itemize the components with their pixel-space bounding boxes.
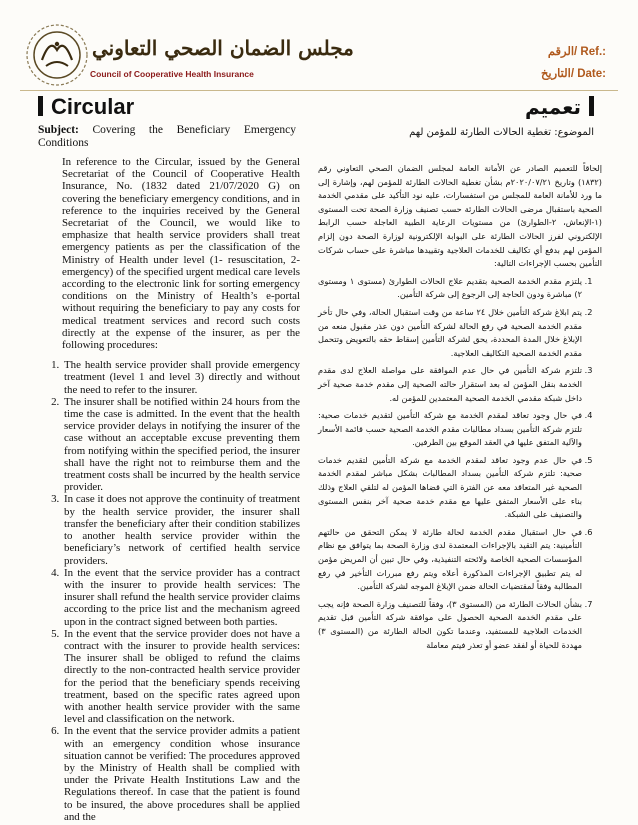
subject-line1: Covering the Beneficiary Emergency — [92, 124, 297, 136]
list-item: 6. In the event that the service provider admits a patient with an emergency condition whose insurance situation cannot be verified: The procedures approved by the Ministry of Health shall be complied with under the Private Health Institutions Law and the Regulations thereof. In case that the patient is found to be insured, the above procedures shall be applied and the — [62, 725, 300, 823]
title-bar-icon — [38, 96, 43, 116]
council-name-arabic: مجلس الضمان الصحي التعاوني — [92, 36, 354, 60]
list-item: 6. في حال استقبال مقدم الخدمة لحالة طارئة لا يمكن التحقق من حالتهم التأمينية: يتم التقيد بالإجراءات المعتمدة لدى وزارة الصحة بما يتوافق مع نظام المؤسسات الصحية الخاصة ولائحته التنفيذية، وفي حال تبين أن المريض مؤمن له يتم تطبيق الإجراءات المذكورة أعلاه ويتم رفع مبررات التأخير في رفع المطالبة وفقاً لمقتضيات الحالة ضمن الإبلاغ الموجه لشركة التأمين. — [318, 526, 582, 594]
arabic-body — [318, 162, 602, 656]
english-body — [38, 156, 300, 823]
list-item: 7. بشأن الحالات الطارئة من (المستوى ٣)، وفقاً للتصنيف وزارة الصحة فإنه يجب على مقدم الخدمة الصحية الحصول على موافقة شركة التأمين قبل تقديم الخدمات العلاجية للمستفيد، وعندما تكون الحالة الطارئة من (المستوى ٣) مهددة للحياة أو لفقد عضو أو تعذر فيتم معاملة — [318, 598, 582, 652]
list-item: 3. تلتزم شركة التأمين في حال عدم الموافقة على مواصلة العلاج لدى مقدم الخدمة بنقل المؤمن له بعد استقرار حالته الصحية إلى مقدم خدمة صحية آخر داخل شبكة مقدمي الخدمة الصحية المعتمدين للمؤمن له. — [318, 364, 582, 405]
list-item: 5. In the event that the service provider does not have a contract with the insurer to provide health services: The insurer shall be obliged to refund the claims directly to the non-contracted health service provider for the period that the beneficiary spends receiving treatment, based on the specific rates agreed upon with another health service provider with the same level and classification on the network. — [62, 628, 300, 726]
list-item: 4. في حال وجود تعاقد لمقدم الخدمة مع شركة التأمين لتقديم خدمات صحية: تلتزم شركة التأمين بسداد مطالبات مقدم الخدمة الصحية حسب قائمة الأسعار والآلية المتفق عليها في العقد الموقع بين الطرفين. — [318, 409, 582, 450]
list-item: 3. In case it does not approve the continuity of treatment by the health service provider, the insurer shall transfer the beneficiary after their condition stabilizes to another health service provider within the beneficiary’s network of certified health service providers. — [62, 493, 300, 566]
title-bar-icon — [589, 96, 594, 116]
council-name-english: Council of Cooperative Health Insurance — [90, 69, 254, 79]
list-item: 5. في حال عدم وجود تعاقد لمقدم الخدمة مع شركة التأمين لتقديم خدمات صحية: تلتزم شركة التأمين بسداد المطالبات بشكل مباشر لمقدم الخدمة الصحية غير المتعاقد معه عن الفترة التي قضاها المؤمن له لتلقي العلاج وذلك بناء على الأسعار المتفق عليها مع مقدم خدمة صحية آخر بنفس المستوى والتصنيف على الشبكة. — [318, 454, 582, 522]
english-procedure-list — [38, 359, 300, 823]
list-item: 4. In the event that the service provider has a contract with the insurer to provide health services: The insurer shall refund the health service provider claims according to the price list and the mechanism agreed upon in the contract signed between both parties. — [62, 567, 300, 628]
list-item: 2. يتم ابلاغ شركة التأمين خلال ٢٤ ساعة من وقت استقبال الحالة، وفي حال تأخر مقدم الخدمة الصحية في رفع الحالة لشركة التأمين دون عذر مقبول منعه من الإبلاغ خلال المدة المحددة، يحق لشركة التأمين إسقاط حقه بالتعويض وتتحمل مقدم الخدمة الصحية التكاليف العلاجية. — [318, 306, 582, 360]
arabic-subject: الموضوع: تغطية الحالات الطارئة للمؤمن لهم — [409, 127, 594, 138]
english-title — [38, 94, 134, 120]
header-divider — [20, 90, 618, 91]
arabic-procedure-list — [318, 275, 602, 652]
list-item: 1. The health service provider shall provide emergency treatment (level 1 and level 3) directly and without the need to refer to the insurer. — [62, 359, 300, 396]
list-item: 1. يلتزم مقدم الخدمة الصحية بتقديم علاج الحالات الطوارئ (مستوى ١ ومستوى ٢) مباشرة ودون الحاجة إلى الرجوع إلى شركة التأمين. — [318, 275, 582, 302]
arabic-title — [525, 95, 594, 119]
council-logo-icon — [22, 20, 92, 90]
list-item: 2. The insurer shall be notified within 24 hours from the time the case is admitted. In the event that the health service provider delays in notifying the insurer of the case without an acceptable excuse preventing them from notifying within the specified period, the insurer shall have the right not to reimburse them and the treatment costs shall be incurred by the health service provider. — [62, 396, 300, 494]
english-subject — [38, 124, 296, 137]
english-title-text: Circular — [51, 94, 135, 119]
ref-label: الرقم/ Ref.: — [547, 46, 606, 58]
english-intro: In reference to the Circular, issued by the General Secretariat of the Council of Cooperative Health Insurance, No. (1832 dated 21/07/2020 G) on covering the beneficiary emergency conditions, and in reference to the inquiries received by the General Secretariat of the Council, we would like to emphasize that health service providers shall treat emergency patients as per the classification of the Ministry of Health under level (1- resuscitation, 2- emergency) of the specified urgent medical care levels according to the electronic link for sorting emergency conditions on the Ministry of Health’s e-portal without requiring the beneficiary to pay any costs for medical treatment services and record such costs directly at the expense of the insurer, as per the following procedures: — [62, 156, 300, 352]
subject-line2: Conditions — [38, 137, 89, 149]
arabic-title-text: تعميم — [524, 95, 581, 119]
date-label: التاريخ/ Date: — [540, 68, 606, 80]
subject-label: Subject: — [38, 124, 79, 136]
arabic-intro: إلحاقاً للتعميم الصادر عن الأمانة العامة لمجلس الضمان الصحي التعاوني رقم (١٨٣٢) وتاريخ ٢٠٢٠/٠٧/٢١م بشأن تغطية الحالات الطارئة للمؤمن لهم، وإشارة إلى ما ورد للأمانة العامة للمجلس من استفسارات، عليه نود التأكيد على مقدمي الخدمة الصحية باستقبال مرضى الحالات الطارئة حسب تصنيف وزارة الصحة تحت المستوى (١-الإنعاش، ٢-الطوارئ) من مستويات الرعاية الطبية العاجلة حسب الرابط الإلكتروني لفرز الحالات الطارئة على البوابة الإلكترونية لوزارة الصحة دون إلزام المؤمن لهم بدفع أي تكاليف للخدمات العلاجية وتقييدها مباشرة على حساب شركات التأمين بحسب الإجراءات التالية: — [318, 163, 602, 269]
